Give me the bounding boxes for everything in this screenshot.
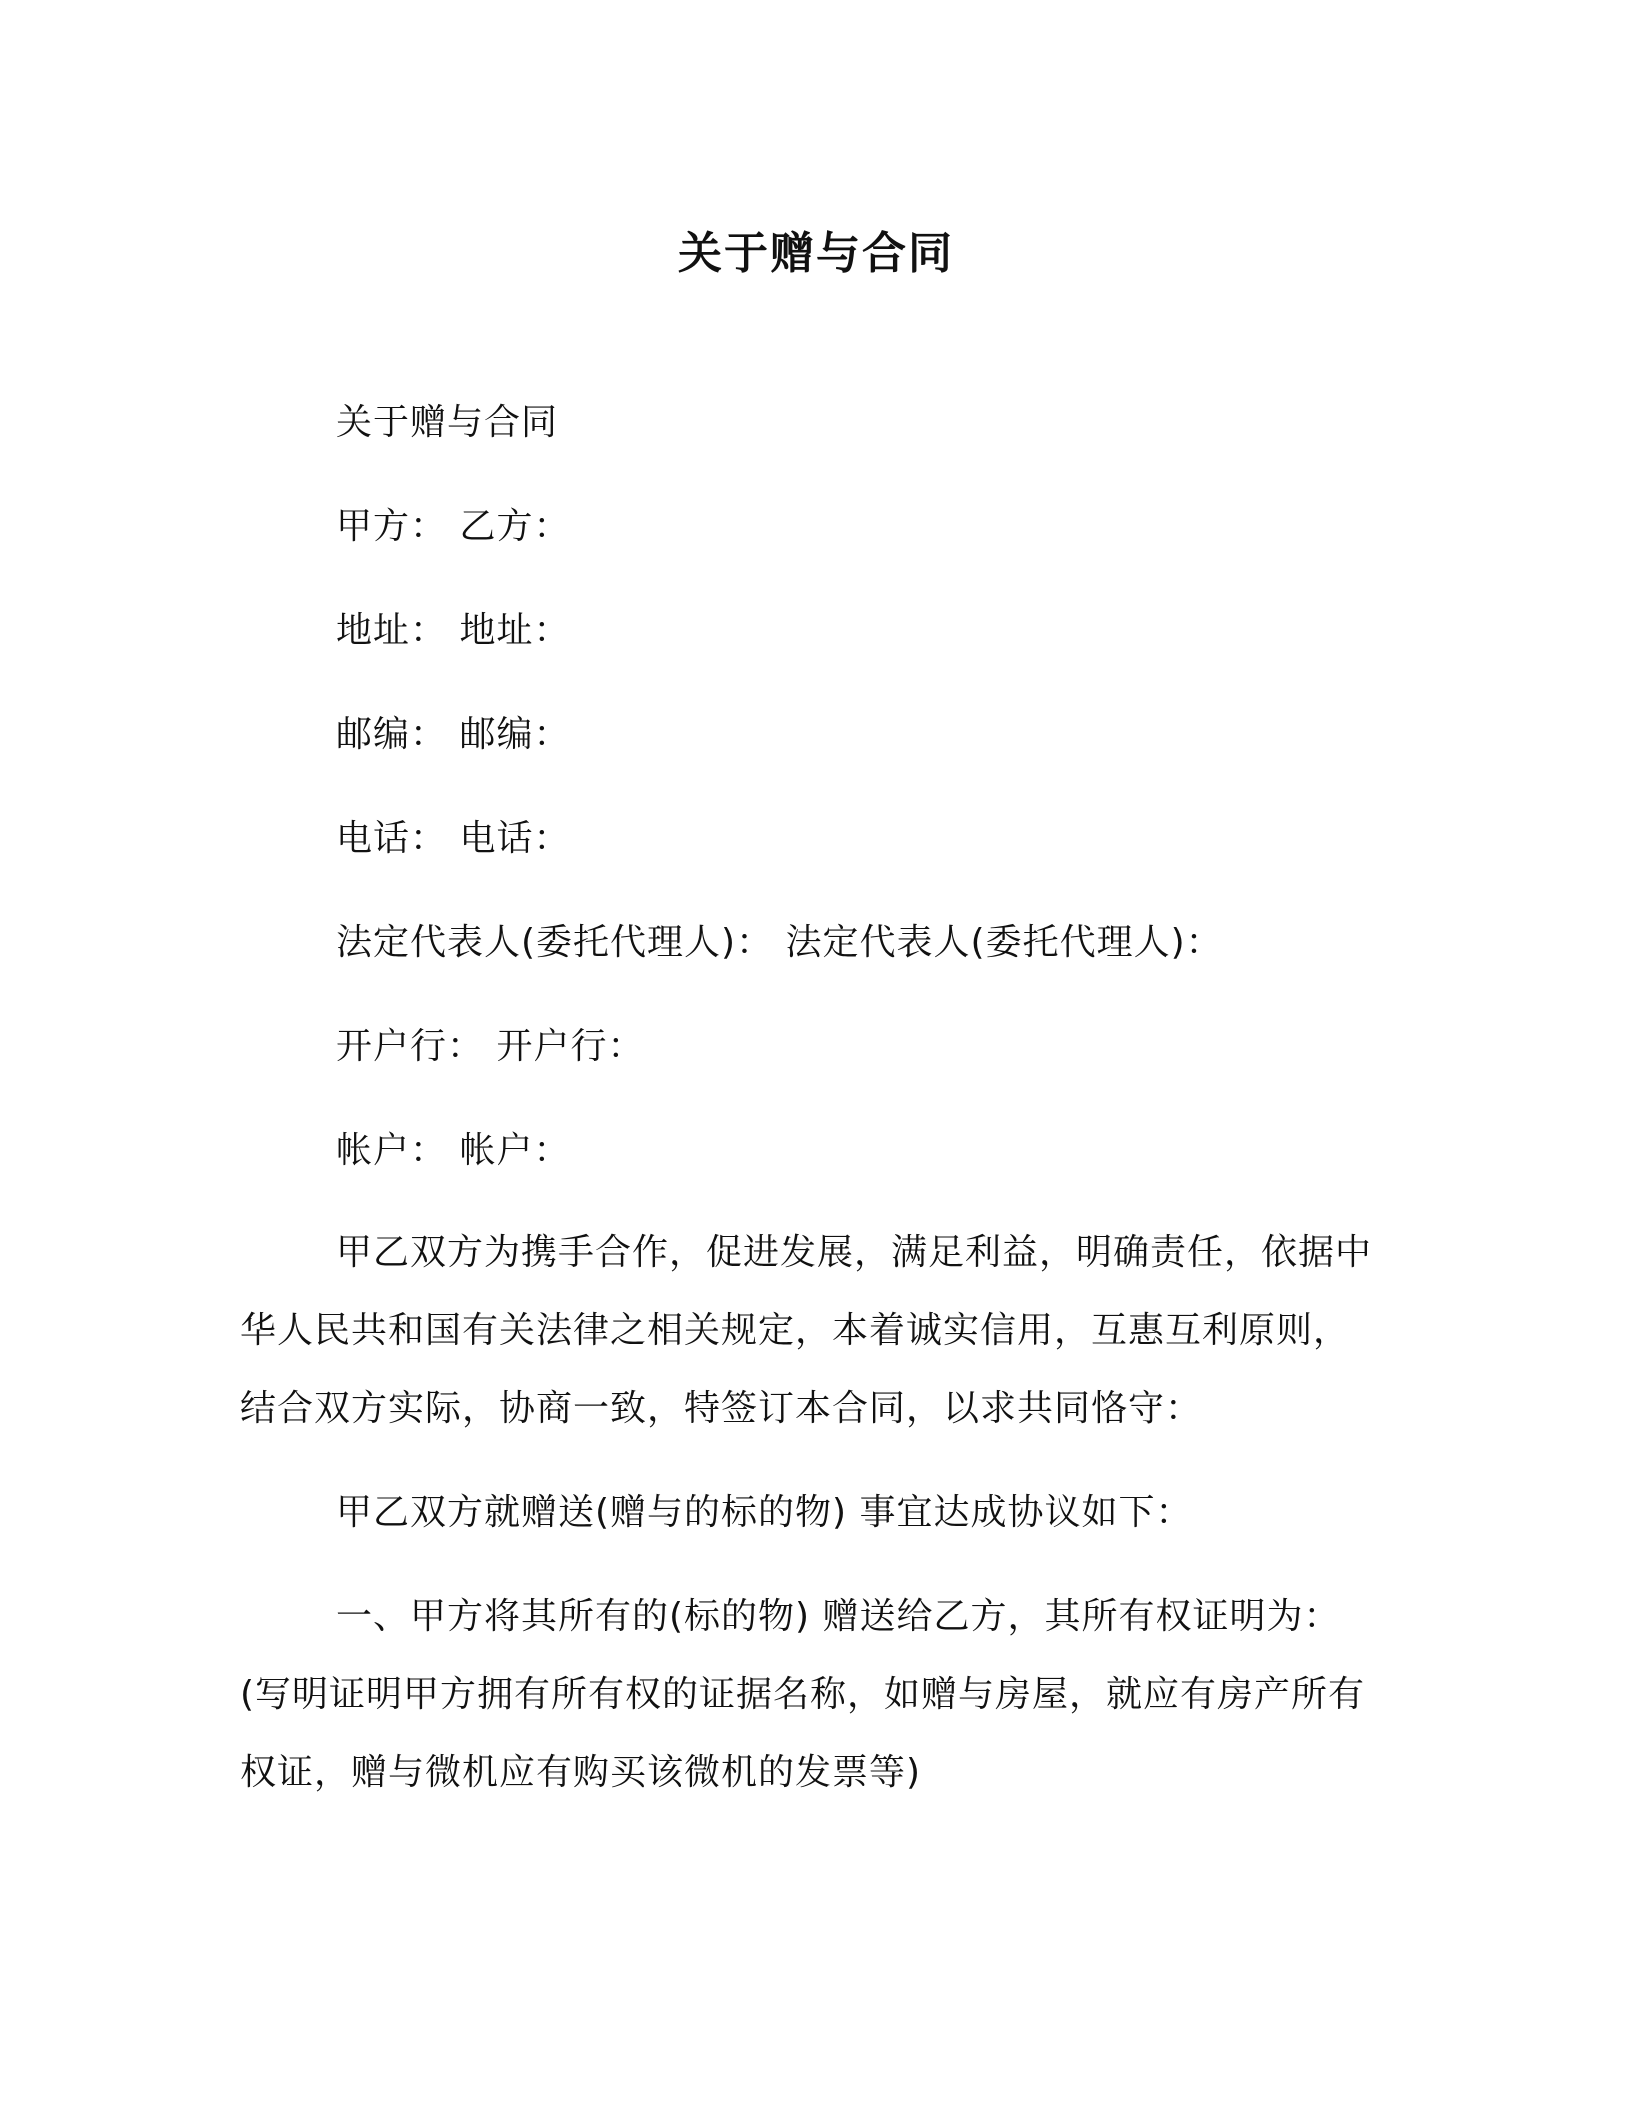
document-title: 关于赠与合同 bbox=[678, 228, 954, 279]
field-phone: 电话： 电话： bbox=[336, 818, 571, 859]
field-address: 地址： 地址： bbox=[336, 610, 571, 651]
paragraph-agreement: 甲乙双方就赠送(赠与的标的物) 事宜达成协议如下： bbox=[336, 1492, 1193, 1533]
document-subtitle: 关于赠与合同 bbox=[336, 402, 559, 443]
field-bank: 开户行： 开户行： bbox=[336, 1026, 645, 1067]
field-party: 甲方： 乙方： bbox=[336, 506, 571, 547]
field-legal-representative: 法定代表人(委托代理人)： 法定代表人(委托代理人)： bbox=[336, 922, 1223, 963]
paragraph-preamble: 甲乙双方为携手合作，促进发展，满足利益，明确责任，依据中华人民共和国有关法律之相关规定，本着诚实信用，互惠互利原则，结合双方实际，协商一致，特签订本合同，以求共同恪守： bbox=[240, 1232, 1373, 1429]
field-postcode: 邮编： 邮编： bbox=[336, 714, 571, 755]
field-account: 帐户： 帐户： bbox=[336, 1130, 571, 1171]
paragraph-clause-one: 一、甲方将其所有的(标的物) 赠送给乙方，其所有权证明为：(写明证明甲方拥有所有权的证据名称，如赠与房屋，就应有房产所有权证，赠与微机应有购买该微机的发票等) bbox=[240, 1596, 1366, 1793]
